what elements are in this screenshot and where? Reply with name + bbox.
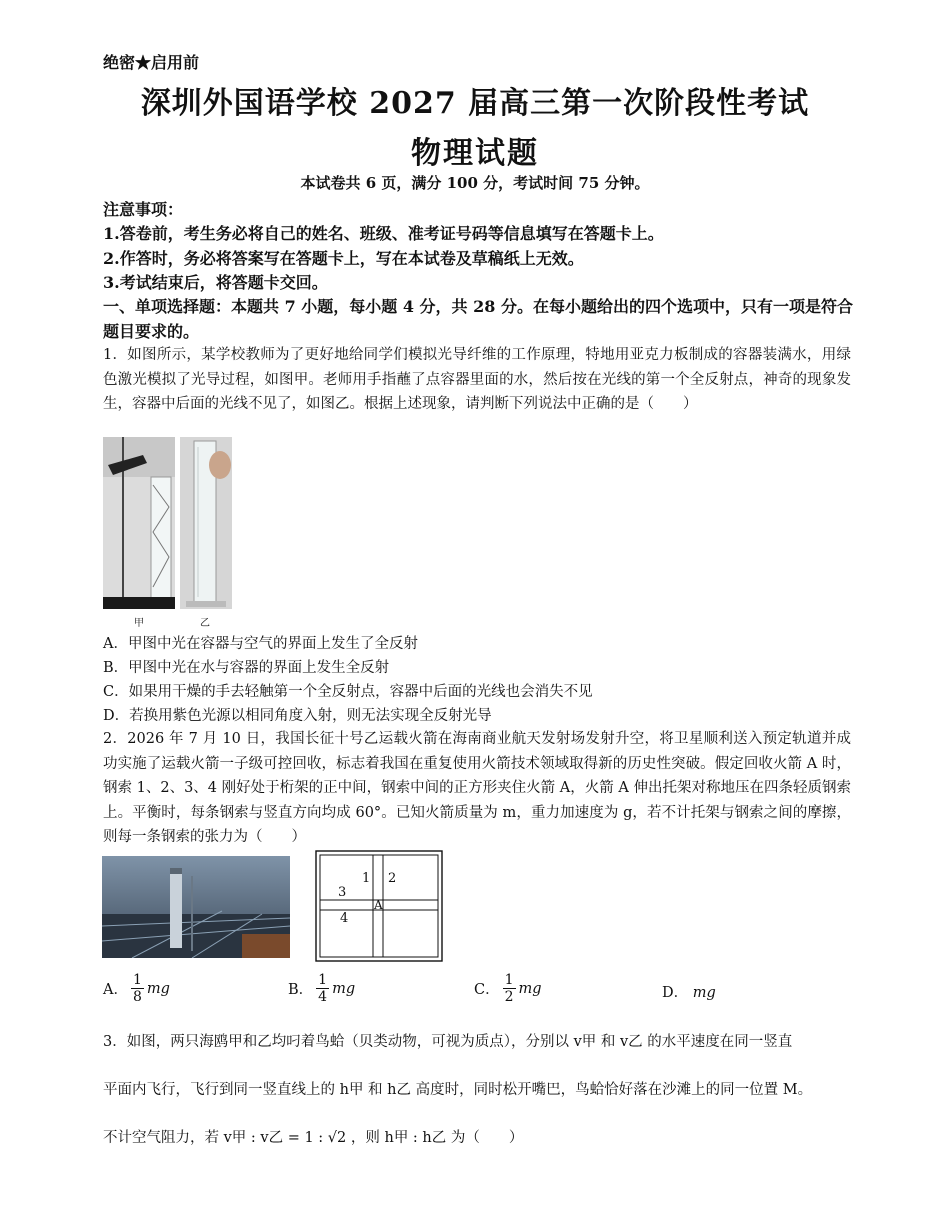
photo-b-drawing	[180, 437, 232, 609]
question-1-photo-a	[103, 437, 175, 609]
question-2-option-c	[474, 972, 542, 1005]
question-2-rocket-photo	[102, 856, 290, 958]
fraction: $\frac{1}{2}$	[504, 972, 514, 1005]
exam-info: 本试卷共 6 页，满分 100 分，考试时间 75 分钟。	[300, 174, 650, 192]
question-1-option-d: D．若换用紫色光源以相同角度入射，则无法实现全反射光导	[103, 708, 492, 724]
section-heading: 一、单项选择题：本题共 7 小题，每小题 4 分，共 28 分。在每小题给出的四个选项中，只有一项是符合题目要求的。	[103, 297, 853, 341]
fraction: $\frac{1}{8}$	[132, 972, 142, 1005]
fraction: $\frac{1}{4}$	[318, 972, 328, 1005]
question-3-line-2: 平面内飞行，飞行到同一竖直线上的 h甲 和 h乙 高度时，同时松开嘴巴，鸟蛤恰好落在沙滩上的同一位置 M。	[103, 1082, 813, 1098]
question-1-photo-b	[180, 437, 232, 609]
cable-label-4: 4	[340, 911, 349, 926]
note-item: 2.作答时，务必将答案写在答题卡上，写在本试卷及草稿纸上无效。	[103, 249, 584, 268]
option-unit: mg	[518, 980, 542, 997]
option-unit: mg	[146, 980, 170, 997]
notes-heading: 注意事项：	[103, 200, 184, 219]
cable-label-2: 2	[388, 871, 397, 886]
rocket-label-a: A	[374, 898, 383, 912]
question-2-stem: 2．2026 年 7 月 10 日，我国长征十号乙运载火箭在海南商业航天发射场发射升空，将卫星顺利送入预定轨道并成功实施了运载火箭一子级可控回收，标志着我国在重复使用火箭技术领域取得新的历史性突破。假定回收火箭 A 时，钢索 1、2、3、4 刚好处于桁架的正中间，钢索中间的正方形夹住火箭 A，火箭 A 伸出托架对称地压在四条轻质钢索上。平衡时，每条钢索与竖直方向均成 60°。已知火箭质量为 m，重力加速度为 g，若不计托架与钢索之间的摩擦，则每一条钢索的张力为（ ）	[103, 731, 851, 845]
option-letter: C．	[474, 982, 500, 998]
cable-label-3: 3	[338, 885, 347, 900]
option-letter: A．	[103, 982, 128, 998]
option-unit: mg	[692, 985, 716, 1001]
option-letter: B．	[288, 982, 314, 998]
note-item: 1.答卷前，考生务必将自己的姓名、班级、准考证号码等信息填写在答题卡上。	[103, 224, 664, 243]
photo-a-caption: 甲	[134, 618, 144, 629]
rocket-photo-drawing	[102, 856, 290, 958]
question-2-option-d	[662, 981, 716, 1002]
question-1-option-a: A．甲图中光在容器与空气的界面上发生了全反射	[103, 636, 418, 652]
note-item: 3.考试结束后，将答题卡交回。	[103, 273, 328, 292]
question-2-option-a	[103, 972, 170, 1005]
photo-a-drawing	[103, 437, 175, 609]
question-1-option-b: B．甲图中光在水与容器的界面上发生全反射	[103, 660, 390, 676]
subject-title: 物理试题	[411, 136, 539, 171]
cable-label-1: 1	[362, 871, 371, 886]
photo-b-caption: 乙	[200, 618, 210, 629]
option-unit: mg	[332, 980, 356, 997]
question-1-option-c: C．如果用干燥的手去轻触第一个全反射点，容器中后面的光线也会消失不见	[103, 684, 593, 700]
question-3-line-3: 不计空气阻力，若 v甲 : v乙 = 1 : √2 ，则 h甲 : h乙 为（ ）	[103, 1130, 524, 1146]
exam-title: 深圳外国语学校 2027 届高三第一次阶段性考试	[140, 86, 810, 121]
option-letter: D．	[662, 985, 689, 1001]
question-1-stem: 1．如图所示，某学校教师为了更好地给同学们模拟光导纤维的工作原理，特地用亚克力板制成的容器装满水，用绿色激光模拟了光导过程，如图甲。老师用手指蘸了点容器里面的水，然后按在光线的第一个全反射点，神奇的现象发生，容器中后面的光线不见了，如图乙。根据上述现象，请判断下列说法中正确的是（ ）	[103, 347, 851, 412]
question-3-line-1: 3．如图，两只海鸥甲和乙均叼着鸟蛤（贝类动物，可视为质点），分别以 v甲 和 v乙 的水平速度在同一竖直	[103, 1034, 793, 1050]
question-2-option-b	[288, 972, 355, 1005]
secret-label: 绝密★启用前	[103, 53, 200, 72]
